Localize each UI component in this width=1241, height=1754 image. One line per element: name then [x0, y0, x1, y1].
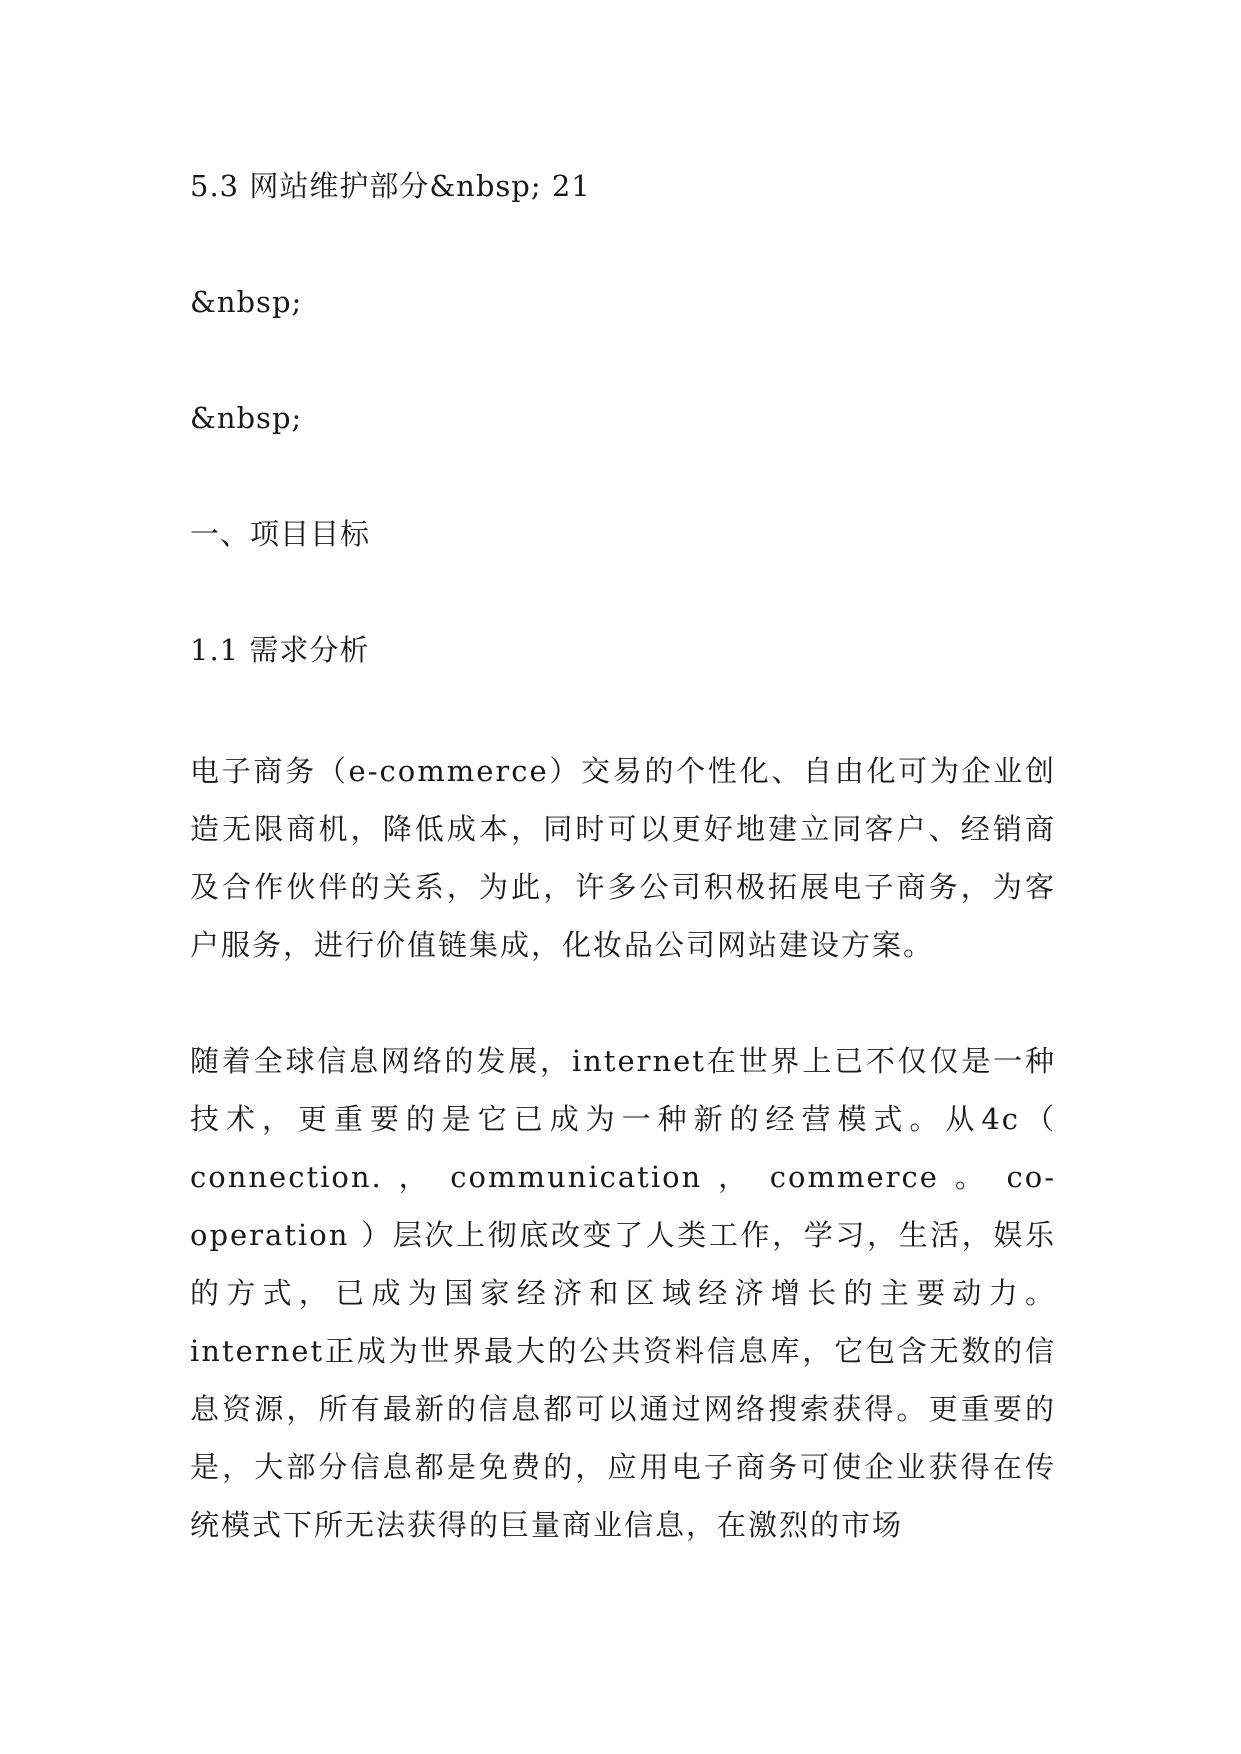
body-paragraph: 随着全球信息网络的发展，internet在世界上已不仅仅是一种技术，更重要的是它已成为一种新的经营模式。从4c（ connection. ， communication ， commerce 。 co-operation ）层次上彻底改变了人类工作，学习，生活，娱乐的方式，已成为国家经济和区域经济增长的主要动力。internet正成为世界最大的公共资料信息库，它包含无数的信息资源，所有最新的信息都可以通过网络搜索获得。更重要的是，大部分信息都是免费的，应用电子商务可使企业获得在传统模式下所无法获得的巨量商业信息，在激烈的市场: [190, 1044, 1056, 1542]
blank-line: &nbsp;: [190, 285, 303, 319]
blank-line: &nbsp;: [190, 401, 303, 435]
body-paragraph: 电子商务（e-commerce）交易的个性化、自由化可为企业创造无限商机，降低成本，同时可以更好地建立同客户、经销商及合作伙伴的关系，为此，许多公司积极拓展电子商务，为客户服务，进行价值链集成，化妆品公司网站建设方案。: [190, 754, 1056, 962]
toc-entry-5-3: 5.3 网站维护部分&nbsp; 21: [190, 169, 591, 203]
subsection-heading: 1.1 需求分析: [190, 633, 370, 667]
section-heading: 一、项目目标: [190, 517, 371, 551]
